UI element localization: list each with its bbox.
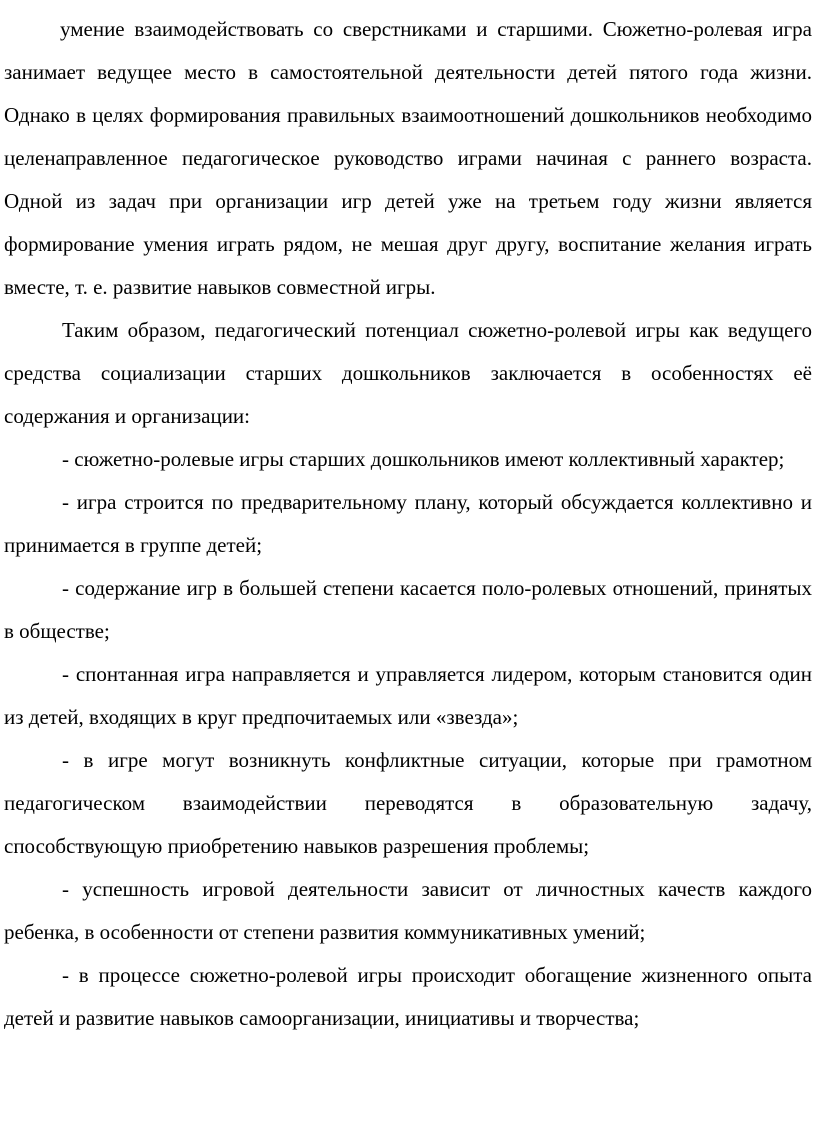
list-item-collective-character: - сюжетно-ролевые игры старших дошкольников имеют коллективный характер; bbox=[62, 447, 785, 471]
list-item-conflict-situations: - в игре могут возникнуть конфликтные ситуации, которые при грамотном педагогическом взаимодействии переводятся в образовательную задачу, способствующую приобретению навыков разрешения проблемы; bbox=[4, 748, 812, 858]
list-item-leader: - спонтанная игра направляется и управляется лидером, которым становится один из детей, входящих в круг предпочитаемых или «звезда»; bbox=[4, 662, 812, 729]
paragraph-continuation: умение взаимодействовать со сверстниками и старшими. Сюжетно-ролевая игра занимает ведущее место в самостоятельной деятельности детей пятого года жизни. Однако в целях формирования правильных взаимоотношений дошкольников необходимо целенаправленное педагогическое руководство играми начиная с раннего возраста. Одной из задач при организации игр детей уже на третьем году жизни является формирование умения играть рядом, не мешая друг другу, воспитание желания играть вместе, т. е. развитие навыков совместной игры. bbox=[4, 17, 812, 299]
list-item-personal-qualities: - успешность игровой деятельности зависит от личностных качеств каждого ребенка, в особенности от степени развития коммуникативных умений; bbox=[4, 877, 812, 944]
list-item-preliminary-plan: - игра строится по предварительному плану, который обсуждается коллективно и принимается в группе детей; bbox=[4, 490, 812, 557]
list-item-gender-role-content: - содержание игр в большей степени касается поло-ролевых отношений, принятых в обществе; bbox=[4, 576, 812, 643]
list-item-life-experience: - в процессе сюжетно-ролевой игры происходит обогащение жизненного опыта детей и развитие навыков самоорганизации, инициативы и творчества; bbox=[4, 963, 812, 1030]
paragraph-summary: Таким образом, педагогический потенциал сюжетно-ролевой игры как ведущего средства социализации старших дошкольников заключается в особенностях её содержания и организации: bbox=[4, 318, 812, 428]
